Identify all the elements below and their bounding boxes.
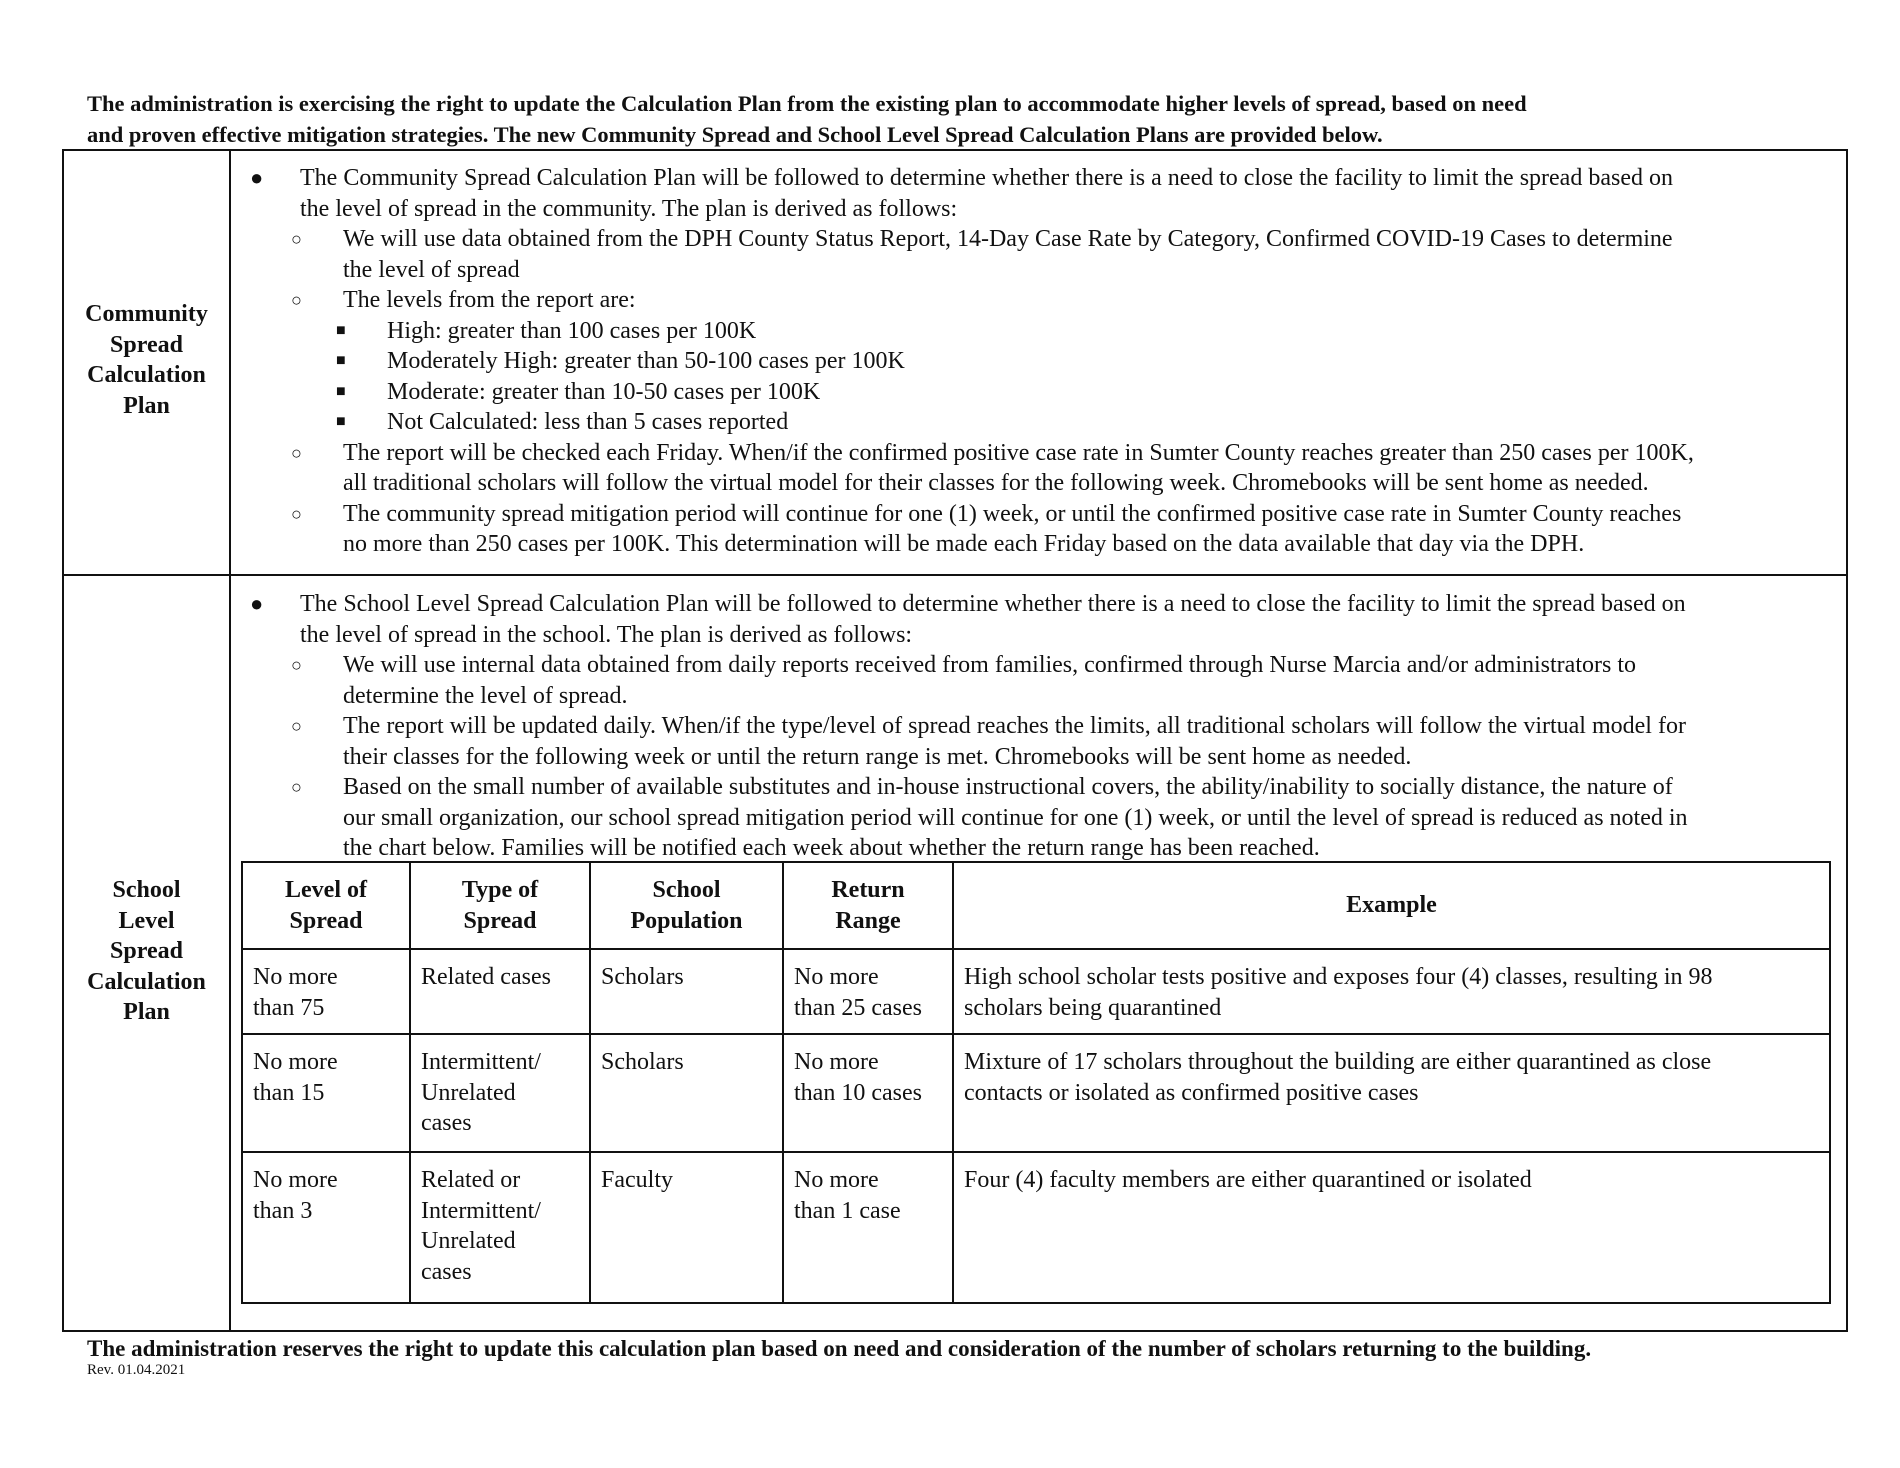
list-item-text: The levels from the report are: xyxy=(343,287,636,313)
row-divider xyxy=(64,574,1846,576)
list-item-text: the level of spread xyxy=(343,256,520,283)
column-header: School Population xyxy=(590,862,783,949)
bullet-icon: ○ xyxy=(291,777,302,797)
list-item xyxy=(246,163,1694,194)
list-item xyxy=(246,438,1694,469)
list-item xyxy=(246,407,1694,438)
list-item xyxy=(246,711,1688,742)
list-item-text: the level of spread in the community. The plan is derived as follows: xyxy=(300,195,958,222)
list-item-text: The report will be updated daily. When/if the type/level of spread reaches the limits, all traditional scholars will follow the virtual model for xyxy=(343,713,1686,739)
table-cell: Mixture of 17 scholars throughout the building are either quarantined as close contacts or isolated as confirmed positive cases xyxy=(953,1034,1830,1152)
table-cell: No more than 1 case xyxy=(783,1152,953,1303)
list-item xyxy=(246,224,1694,255)
list-item xyxy=(246,833,1688,864)
list-item xyxy=(246,772,1688,803)
bullet-icon: ● xyxy=(250,591,264,616)
school-plan-content xyxy=(246,589,1688,864)
list-item xyxy=(246,803,1688,834)
school-plan-label: School Level Spread Calculation Plan xyxy=(87,877,206,1025)
list-item xyxy=(246,589,1688,620)
intro-line: and proven effective mitigation strategies. The new Community Spread and School Level Spread Calculation Plans are provided below. xyxy=(87,122,1383,147)
table-cell: Related or Intermittent/ Unrelated cases xyxy=(410,1152,590,1303)
list-item-text: High: greater than 100 cases per 100K xyxy=(387,317,757,344)
list-item-text: Moderate: greater than 10-50 cases per 100K xyxy=(387,378,821,405)
table-cell: No more than 3 xyxy=(242,1152,410,1303)
list-item-text: the level of spread in the school. The plan is derived as follows: xyxy=(300,621,913,648)
column-header: Return Range xyxy=(783,862,953,949)
list-item xyxy=(246,316,1694,347)
list-item-text: Not Calculated: less than 5 cases reported xyxy=(387,409,789,435)
community-plan-content xyxy=(246,163,1694,560)
list-item xyxy=(246,468,1694,499)
table-row xyxy=(242,1034,1830,1152)
list-item-text: We will use internal data obtained from daily reports received from families, confirmed through Nurse Marcia and/or administrators to xyxy=(343,652,1636,678)
spread-levels-table xyxy=(241,861,1831,1304)
community-plan-label: Community Spread Calculation Plan xyxy=(85,301,208,419)
list-item-text: The Community Spread Calculation Plan will be followed to determine whether there is a need to close the facility to limit the spread based on xyxy=(300,165,1673,191)
list-item-text: The community spread mitigation period will continue for one (1) week, or until the confirmed positive case rate in Sumter County reaches xyxy=(343,500,1682,527)
column-header: Level of Spread xyxy=(242,862,410,949)
list-item xyxy=(246,255,1694,286)
column-header: Type of Spread xyxy=(410,862,590,949)
revision-date: Rev. 01.04.2021 xyxy=(87,1362,186,1378)
bullet-icon: ○ xyxy=(291,229,302,249)
list-item xyxy=(246,377,1694,408)
list-item-text: Based on the small number of available substitutes and in-house instructional covers, the ability/inability to socially distance, the nature of xyxy=(343,774,1673,800)
list-item-text: determine the level of spread. xyxy=(343,682,628,709)
intro-line: The administration is exercising the right to update the Calculation Plan from the existing plan to accommodate higher levels of spread, based on need xyxy=(87,91,1527,116)
table-row xyxy=(242,949,1830,1034)
list-item xyxy=(246,194,1694,225)
list-item-text: all traditional scholars will follow the virtual model for their classes for the following week. Chromebooks will be sent home as needed. xyxy=(343,470,1649,496)
column-divider xyxy=(229,151,231,1330)
list-item-text: our small organization, our school spread mitigation period will continue for one (1) week, or until the level of spread is reduced as noted in xyxy=(343,804,1688,831)
table-cell: No more than 10 cases xyxy=(783,1034,953,1152)
table-cell: No more than 15 xyxy=(242,1034,410,1152)
list-item-text: no more than 250 cases per 100K. This determination will be made each Friday based on the data available that day via the DPH. xyxy=(343,531,1585,557)
table-cell: No more than 25 cases xyxy=(783,949,953,1034)
list-item xyxy=(246,499,1694,530)
column-header: Example xyxy=(953,862,1830,949)
table-cell: Four (4) faculty members are either quarantined or isolated xyxy=(953,1152,1830,1303)
list-item xyxy=(246,346,1694,377)
table-cell: Scholars xyxy=(590,1034,783,1152)
list-item-text: their classes for the following week or until the return range is met. Chromebooks will be sent home as needed. xyxy=(343,743,1412,770)
bullet-icon: ○ xyxy=(291,655,302,675)
list-item-text: Moderately High: greater than 50-100 cases per 100K xyxy=(387,348,905,374)
table-cell: Scholars xyxy=(590,949,783,1034)
list-item xyxy=(246,529,1694,560)
bullet-icon: ○ xyxy=(291,716,302,736)
bullet-icon: ○ xyxy=(291,290,302,310)
list-item xyxy=(246,285,1694,316)
table-cell: Intermittent/ Unrelated cases xyxy=(410,1034,590,1152)
footer-note: The administration reserves the right to update this calculation plan based on need and consideration of the number of scholars returning to the building. xyxy=(87,1336,1592,1361)
bullet-icon: ○ xyxy=(291,442,302,463)
bullet-icon: ○ xyxy=(291,503,302,524)
plan-table xyxy=(62,149,1848,1332)
list-item-text: the chart below. Families will be notified each week about whether the return range has been reached. xyxy=(343,835,1320,861)
list-item xyxy=(246,620,1688,651)
table-cell: No more than 75 xyxy=(242,949,410,1034)
table-cell: High school scholar tests positive and exposes four (4) classes, resulting in 98 scholars being quarantined xyxy=(953,949,1830,1034)
bullet-icon: ● xyxy=(250,165,264,190)
list-item xyxy=(246,681,1688,712)
list-item xyxy=(246,650,1688,681)
list-item-text: The School Level Spread Calculation Plan will be followed to determine whether there is a need to close the facility to limit the spread based on xyxy=(300,591,1686,617)
table-header-row xyxy=(242,862,1830,949)
table-row xyxy=(242,1152,1830,1303)
list-item xyxy=(246,742,1688,773)
bullet-icon: ■ xyxy=(336,413,346,430)
table-cell: Related cases xyxy=(410,949,590,1034)
bullet-icon: ■ xyxy=(336,352,346,369)
intro-paragraph xyxy=(87,88,1857,150)
bullet-icon: ■ xyxy=(336,321,346,339)
list-item-text: We will use data obtained from the DPH County Status Report, 14-Day Case Rate by Category, Confirmed COVID-19 Cases to determine xyxy=(343,226,1673,252)
table-cell: Faculty xyxy=(590,1152,783,1303)
bullet-icon: ■ xyxy=(336,382,346,400)
list-item-text: The report will be checked each Friday. When/if the confirmed positive case rate in Sumter County reaches greater than 250 cases per 100K, xyxy=(343,439,1694,466)
